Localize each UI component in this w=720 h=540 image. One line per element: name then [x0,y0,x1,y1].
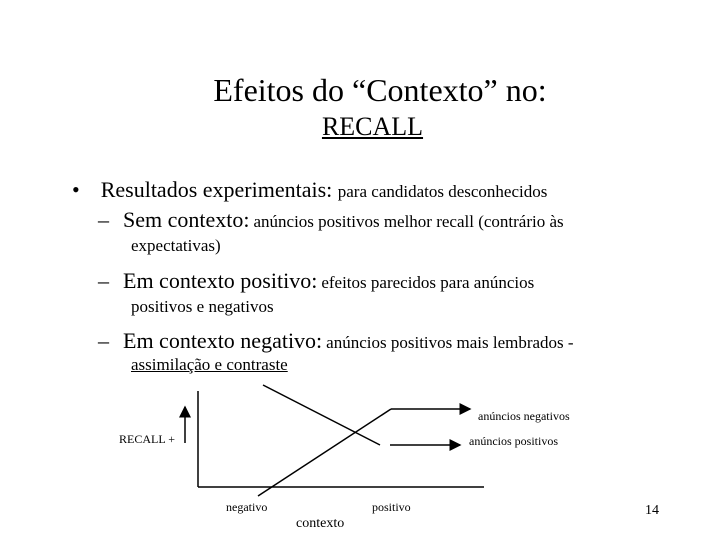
sub-item-marker: – [98,328,109,353]
recall-axis-label: RECALL + [119,432,175,446]
x-right-label: positivo [372,500,411,514]
sub-item-detail: anúncios positivos mais lembrados - [326,333,574,352]
bullet-marker: • [72,177,80,202]
page-number: 14 [645,503,659,518]
bullet-detail: para candidatos desconhecidos [337,182,548,201]
sub-item-lead: Em contexto negativo: [123,328,323,353]
sub-item-lead: Em contexto positivo: [123,268,318,293]
slide-subtitle: RECALL [321,112,424,141]
negative-ads-line [258,409,391,496]
negative-ads-label: anúncios negativos [478,409,570,423]
sub-item-detail: efeitos parecidos para anúncios [321,273,535,292]
sub-item-continuation: expectativas) [131,236,221,255]
sub-item-continuation: assimilação e contraste [131,355,288,374]
sub-item-detail: anúncios positivos melhor recall (contrário às [253,212,564,231]
sub-item-marker: – [98,268,109,293]
sub-item-continuation: positivos e negativos [131,297,274,316]
x-axis-label: contexto [296,516,345,531]
slide-title: Efeitos do “Contexto” no: [213,72,547,108]
positive-ads-label: anúncios positivos [469,434,558,448]
positive-ads-line [263,385,380,445]
sub-item-lead: Sem contexto: [123,207,250,232]
x-left-label: negativo [226,500,268,514]
sub-item-marker: – [98,207,109,232]
bullet-lead: Resultados experimentais: [100,177,333,202]
